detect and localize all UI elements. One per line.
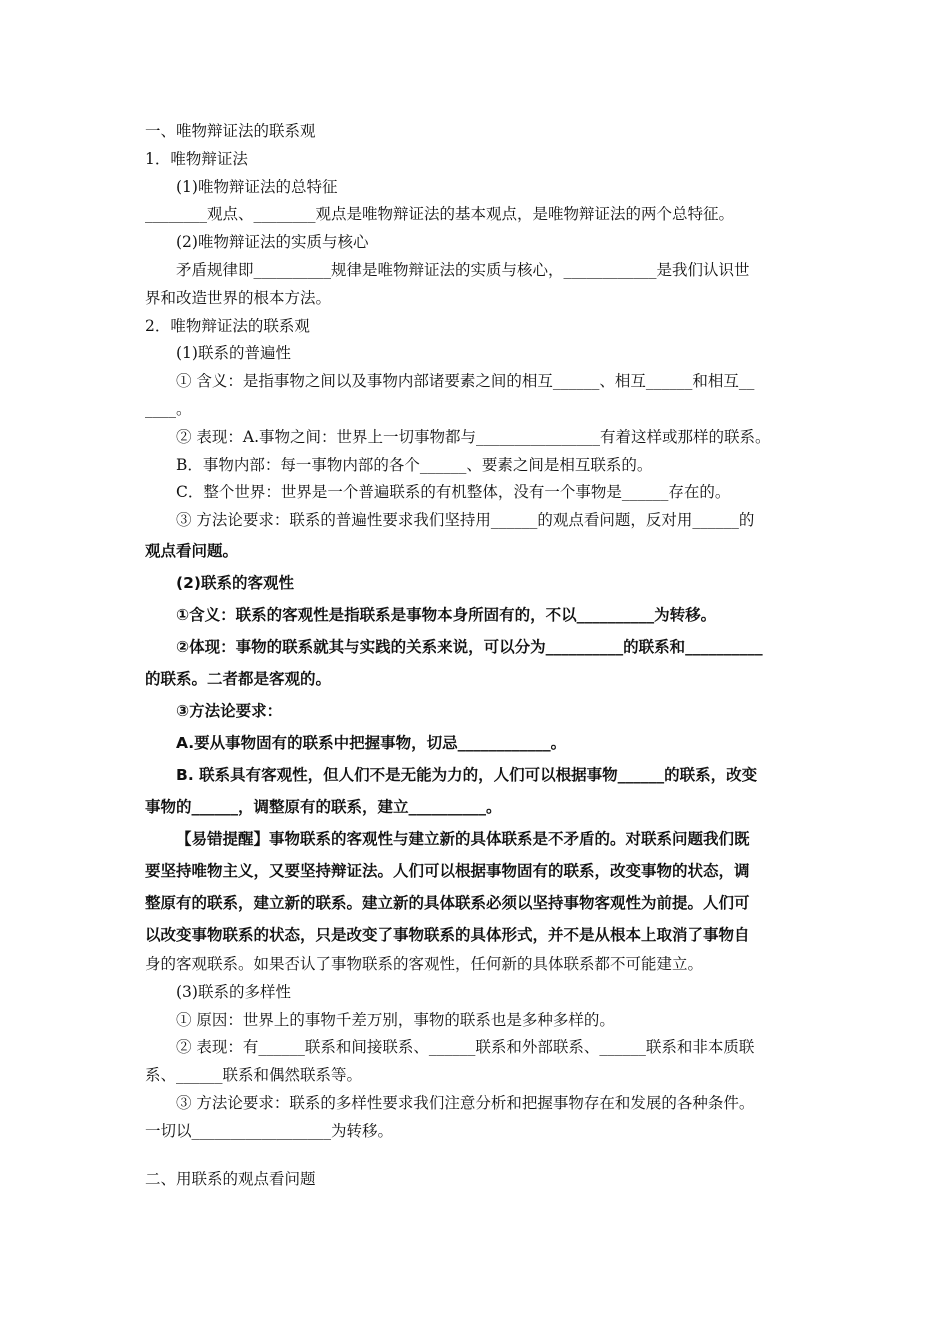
text-line: ③方法论要求： <box>176 701 283 720</box>
text-line: ③ 方法论要求：联系的多样性要求我们注意分析和把握事物存在和发展的各种条件。 <box>176 1093 755 1112</box>
text-line: 【易错提醒】事物联系的客观性与建立新的具体联系是不矛盾的。对联系问题我们既 <box>176 829 750 848</box>
text-line: (1)联系的普遍性 <box>176 344 291 363</box>
text-line: B. 联系具有客观性，但人们不是无能为力的，人们可以根据事物______的联系，改变 <box>176 765 758 784</box>
text-line: (1)唯物辩证法的总特征 <box>176 177 338 196</box>
text-line: ①含义：联系的客观性是指联系是事物本身所固有的，不以__________为转移。 <box>176 605 717 624</box>
text-line: 身的客观联系。如果否认了事物联系的客观性，任何新的具体联系都不可能建立。 <box>145 954 704 973</box>
text-line: B．事物内部：每一事物内部的各个______、要素之间是相互联系的。 <box>176 455 653 474</box>
text-line: 2．唯物辩证法的联系观 <box>145 316 310 335</box>
text-line: (2)唯物辩证法的实质与核心 <box>176 233 369 252</box>
text-line: ② 表现：有______联系和间接联系、______联系和外部联系、______联系和非本质联 <box>176 1038 755 1057</box>
text-line: ① 含义：是指事物之间以及事物内部诸要素之间的相互______、相互______和相互__ <box>176 372 755 391</box>
text-line: (2)联系的客观性 <box>176 573 294 592</box>
document-page <box>145 118 810 1193</box>
text-line: (3)联系的多样性 <box>176 982 291 1001</box>
text-line: ① 原因：世界上的事物千差万别，事物的联系也是多种多样的。 <box>176 1010 615 1029</box>
text-line: 系、______联系和偶然联系等。 <box>145 1066 363 1085</box>
text-line: ② 表现：A.事物之间：世界上一切事物都与________________有着这样或那样的联系。 <box>176 427 771 446</box>
text-line: 1．唯物辩证法 <box>145 149 248 168</box>
text-line: 一、唯物辩证法的联系观 <box>145 122 316 140</box>
text-line: 矛盾规律即__________规律是唯物辩证法的实质与核心，____________是我们认识世 <box>176 260 750 279</box>
text-line: 以改变事物联系的状态，只是改变了事物联系的具体形式，并不是从根本上取消了事物自 <box>145 925 750 944</box>
text-line: 要坚持唯物主义，又要坚持辩证法。人们可以根据事物固有的联系，改变事物的状态，调 <box>145 861 750 880</box>
text-line: ③ 方法论要求：联系的普遍性要求我们坚持用______的观点看问题，反对用______的 <box>176 511 755 530</box>
text-line: 一切以__________________为转移。 <box>145 1121 394 1140</box>
text-line: 事物的______，调整原有的联系，建立__________。 <box>145 797 502 816</box>
text-line: ②体现：事物的联系就其与实践的关系来说，可以分为__________的联系和__________ <box>176 637 763 656</box>
text-line: 整原有的联系，建立新的联系。建立新的具体联系必须以坚持事物客观性为前提。人们可 <box>145 893 750 912</box>
text-line: 的联系。二者都是客观的。 <box>145 669 332 688</box>
text-line: ________观点、________观点是唯物辩证法的基本观点，是唯物辩证法的两个总特征。 <box>145 205 735 224</box>
text-line: ____。 <box>145 399 192 418</box>
text-line: 二、用联系的观点看问题 <box>145 1169 316 1188</box>
blank-line <box>145 1146 810 1166</box>
text-line: A.要从事物固有的联系中把握事物，切忌____________。 <box>176 733 567 752</box>
text-line: 界和改造世界的根本方法。 <box>145 288 332 307</box>
text-line: C．整个世界：世界是一个普遍联系的有机整体，没有一个事物是______存在的。 <box>176 483 731 502</box>
text-line: 观点看问题。 <box>145 541 239 560</box>
